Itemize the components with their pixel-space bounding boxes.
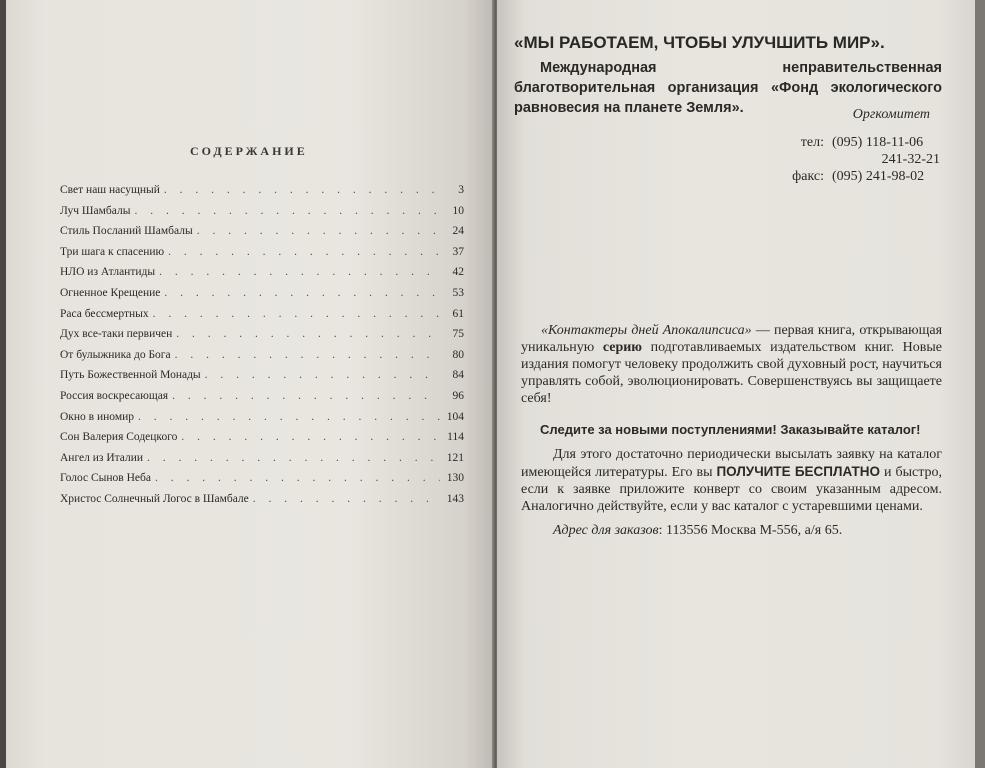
toc-entry-title: Окно в иномир	[60, 410, 134, 423]
toc-leader-dots	[147, 448, 440, 469]
toc-entry	[60, 242, 464, 263]
toc-entry-title: Свет наш насущный	[60, 184, 160, 196]
toc-list	[60, 180, 464, 510]
toc-entry	[60, 180, 464, 201]
book-promo-paragraph	[521, 322, 942, 407]
slogan: «МЫ РАБОТАЕМ, ЧТОБЫ УЛУЧШИТЬ МИР».	[514, 33, 885, 52]
toc-leader-dots	[134, 201, 440, 222]
promo-text-1: — первая книга, открывающая уникальную	[521, 323, 943, 355]
toc-entry-title: Огненное Крещение	[60, 286, 161, 299]
toc-entry-title: Голос Сынов Неба	[60, 472, 151, 485]
contact-row-phone-2	[760, 151, 940, 168]
toc-entry-page: 96	[452, 389, 464, 402]
contact-row-fax	[760, 168, 940, 185]
toc-entry	[60, 407, 464, 428]
toc-entry-title: Сон Валерия Содецкого	[60, 431, 178, 444]
toc-entry	[60, 448, 464, 469]
contact-label: факс:	[792, 169, 824, 184]
order-address	[553, 523, 842, 539]
toc-leader-dots	[172, 386, 440, 407]
toc-leader-dots	[205, 365, 440, 386]
toc-entry-page: 42	[452, 266, 464, 279]
contacts-block	[760, 134, 940, 185]
toc-entry-page: 53	[452, 286, 464, 299]
toc-leader-dots	[168, 242, 440, 263]
toc-leader-dots	[159, 262, 440, 283]
toc-leader-dots	[164, 180, 440, 201]
toc-entry-title: Россия воскресающая	[60, 389, 169, 402]
promo-text-2: подготавливаемых издательством книг. Новые издания помогут человеку продолжить свой духовный рост, научиться управлять собой, эволюционировать. Совершенствуясь вы защищаете себя!	[521, 340, 943, 406]
address-label: Адрес для заказов	[553, 523, 659, 538]
toc-leader-dots	[253, 489, 440, 510]
toc-entry-title: Луч Шамбалы	[60, 204, 131, 217]
toc-entry-page: 24	[452, 225, 464, 238]
toc-leader-dots	[155, 468, 440, 489]
toc-entry-page: 80	[452, 348, 464, 361]
new-arrivals-line: Следите за новыми поступлениями! Заказывайте каталог!	[540, 422, 921, 437]
toc-entry-page: 61	[452, 307, 464, 320]
toc-entry-page: 10	[452, 204, 464, 217]
toc-entry	[60, 201, 464, 222]
catalog-text-1: Для этого достаточно периодически высылать заявку на каталог имеющейся литературы. Его вы	[521, 447, 942, 480]
toc-leader-dots	[197, 221, 440, 242]
toc-entry	[60, 262, 464, 283]
toc-entry-page: 3	[458, 184, 464, 196]
page-edge	[975, 0, 985, 768]
toc-entry-title: Три шага к спасению	[60, 245, 165, 258]
toc-entry-page: 121	[446, 451, 464, 464]
toc-entry-page: 143	[446, 492, 464, 505]
toc-entry-page: 104	[446, 410, 464, 423]
toc-leader-dots	[181, 427, 440, 448]
toc-entry-title: Ангел из Италии	[60, 451, 144, 464]
toc-entry	[60, 489, 464, 510]
contact-value: 241-32-21	[881, 152, 940, 167]
toc-entry	[60, 345, 464, 366]
address-value: : 113556 Москва М-556, а/я 65.	[658, 523, 843, 538]
contact-value: (095) 241-98-02	[832, 169, 925, 184]
series-word: серию	[602, 340, 642, 355]
toc-entry-page: 37	[452, 245, 464, 258]
toc-entry-title: Христос Солнечный Логос в Шамбале	[60, 492, 249, 505]
free-word: ПОЛУЧИТЕ БЕСПЛАТНО	[716, 464, 881, 479]
toc-entry	[60, 283, 464, 304]
toc-entry-title: Дух все-таки первичен	[60, 328, 173, 341]
toc-entry-page: 114	[447, 431, 464, 444]
toc-leader-dots	[153, 304, 440, 325]
toc-heading: СОДЕРЖАНИЕ	[190, 144, 308, 158]
toc-entry	[60, 324, 464, 345]
toc-leader-dots	[176, 324, 440, 345]
toc-entry	[60, 221, 464, 242]
toc-entry	[60, 304, 464, 325]
committee-signature: Оргкомитет	[852, 107, 930, 122]
toc-entry	[60, 386, 464, 407]
toc-entry-title: Стиль Посланий Шамбалы	[60, 225, 193, 238]
toc-leader-dots	[164, 283, 440, 304]
toc-entry	[60, 365, 464, 386]
catalog-paragraph	[521, 446, 942, 515]
contact-value: (095) 118-11-06	[832, 135, 924, 150]
toc-entry	[60, 468, 464, 489]
book-title: «Контактеры дней Апокалипсиса»	[541, 323, 752, 338]
toc-entry-title: НЛО из Атлантиды	[60, 266, 156, 279]
catalog-text-2: и быстро, если к заявке приложите конверт со своим указанным адресом. Аналогично действуйте, если у вас каталог с устаревшими ценами.	[521, 465, 942, 514]
toc-entry-page: 130	[446, 472, 464, 485]
toc-entry	[60, 427, 464, 448]
contact-row-phone	[760, 134, 940, 151]
toc-entry-page: 75	[452, 328, 464, 341]
organization-text: Международная неправительственная благотворительная организация «Фонд экологического равновесия на планете Земля».	[514, 60, 942, 116]
toc-entry-title: Путь Божественной Монады	[60, 369, 201, 382]
toc-leader-dots	[138, 407, 440, 428]
toc-entry-title: Раса бессмертных	[60, 307, 149, 320]
contact-label: тел:	[800, 135, 824, 150]
toc-leader-dots	[175, 345, 440, 366]
toc-entry-page: 84	[452, 369, 464, 382]
toc-entry-title: От булыжника до Бога	[60, 348, 171, 361]
